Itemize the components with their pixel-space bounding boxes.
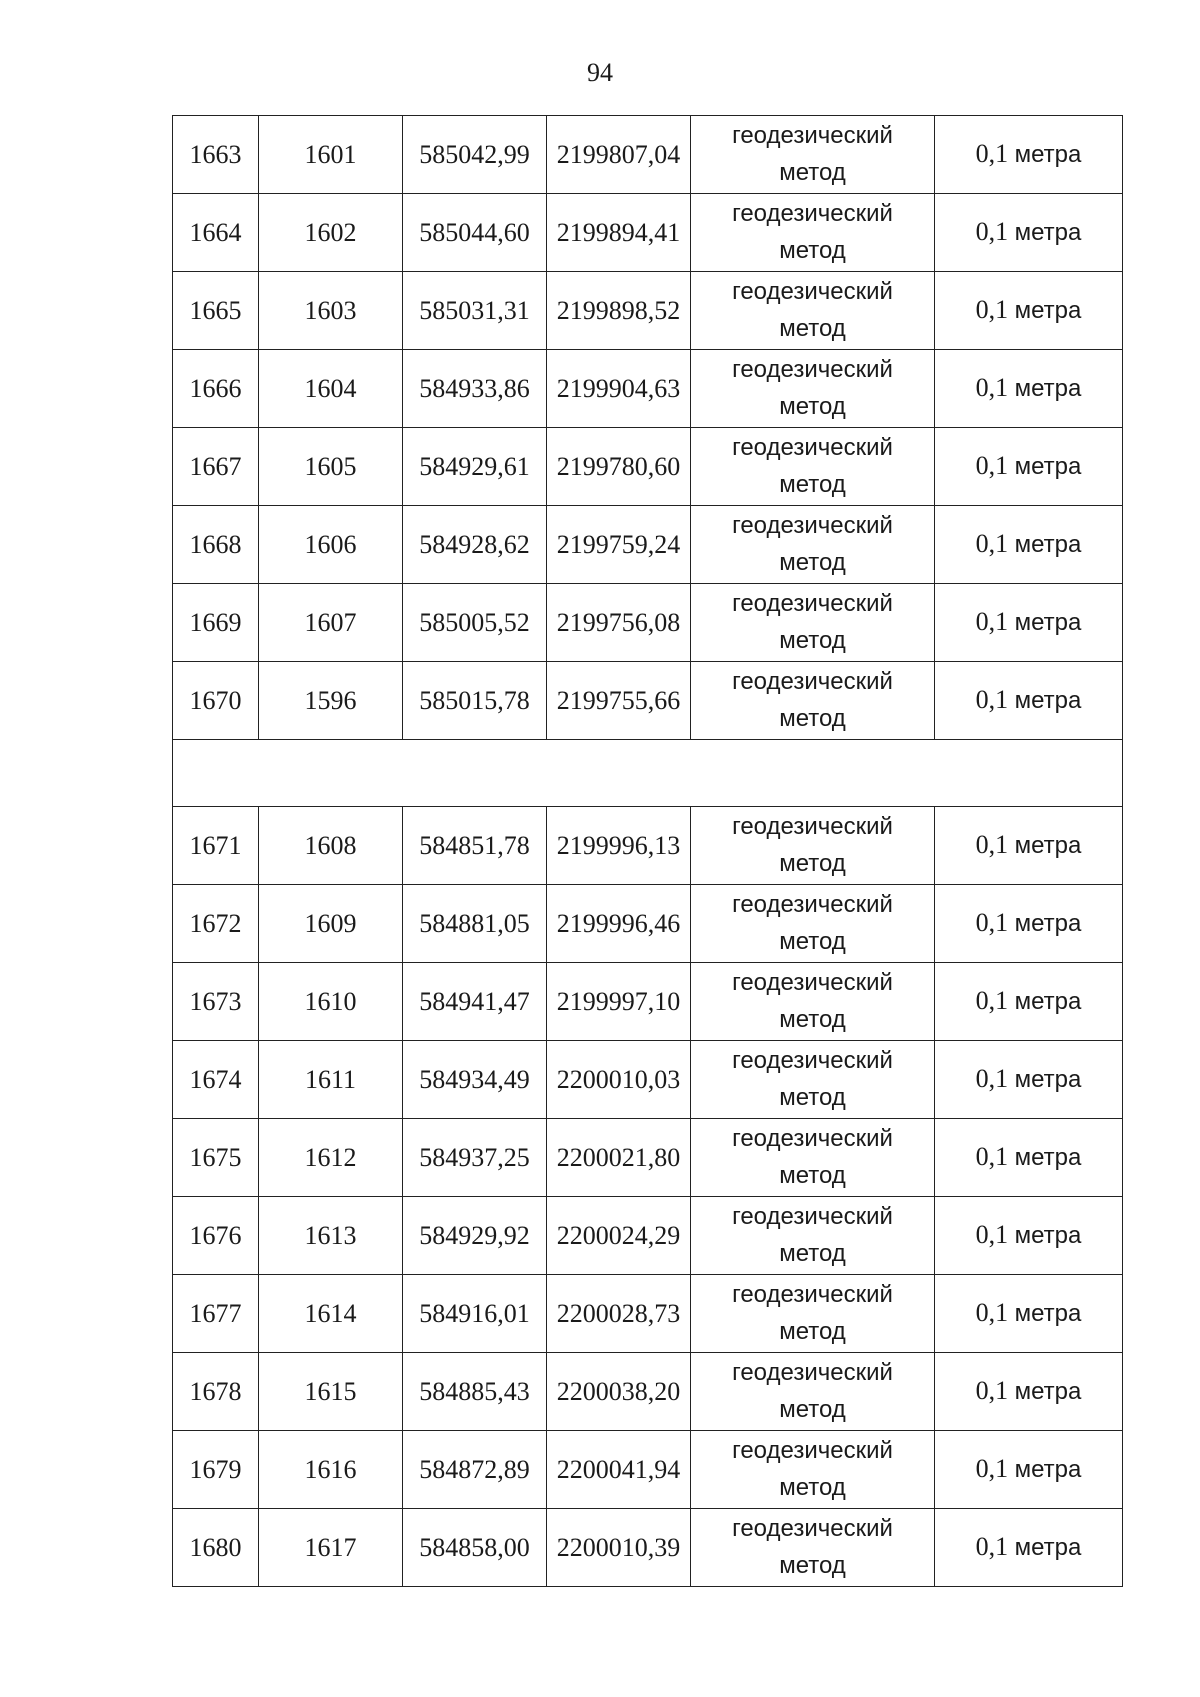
accuracy-cell (935, 1119, 1123, 1197)
method-line-2: метод (779, 927, 846, 955)
accuracy-cell (935, 1353, 1123, 1431)
accuracy-value: 0,1 (975, 373, 1009, 402)
point-number-cell: 1602 (259, 194, 403, 272)
method-line-2: метод (779, 1395, 846, 1423)
row-number-cell: 1680 (173, 1509, 259, 1587)
x-coordinate-cell: 585042,99 (403, 116, 547, 194)
method-line-2: метод (779, 470, 846, 498)
method-cell (691, 506, 935, 584)
point-number-cell: 1607 (259, 584, 403, 662)
accuracy-value: 0,1 (975, 217, 1009, 246)
accuracy-value: 0,1 (975, 295, 1009, 324)
x-coordinate-cell: 584934,49 (403, 1041, 547, 1119)
y-coordinate-cell: 2199904,63 (547, 350, 691, 428)
accuracy-unit: метра (1014, 832, 1082, 859)
x-coordinate-cell: 585031,31 (403, 272, 547, 350)
coordinates-table (172, 115, 1123, 1587)
method-line-2: метод (779, 1239, 846, 1267)
method-line-2: метод (779, 314, 846, 342)
row-number-cell: 1666 (173, 350, 259, 428)
accuracy-unit: метра (1014, 1066, 1082, 1093)
x-coordinate-cell: 584937,25 (403, 1119, 547, 1197)
accuracy-value: 0,1 (975, 1220, 1009, 1249)
y-coordinate-cell: 2200010,03 (547, 1041, 691, 1119)
accuracy-unit: метра (1014, 375, 1082, 402)
y-coordinate-cell: 2199996,13 (547, 807, 691, 885)
table-row (173, 1509, 1123, 1587)
accuracy-unit: метра (1014, 988, 1082, 1015)
x-coordinate-cell: 585015,78 (403, 662, 547, 740)
method-line-2: метод (779, 626, 846, 654)
accuracy-cell (935, 350, 1123, 428)
y-coordinate-cell: 2200041,94 (547, 1431, 691, 1509)
point-number-cell: 1610 (259, 963, 403, 1041)
accuracy-cell (935, 428, 1123, 506)
point-number-cell: 1601 (259, 116, 403, 194)
accuracy-cell (935, 963, 1123, 1041)
empty-row (173, 740, 1123, 807)
accuracy-cell (935, 807, 1123, 885)
x-coordinate-cell: 584933,86 (403, 350, 547, 428)
method-line-1: геодезический (732, 1358, 893, 1386)
y-coordinate-cell: 2200010,39 (547, 1509, 691, 1587)
accuracy-cell (935, 272, 1123, 350)
row-number-cell: 1673 (173, 963, 259, 1041)
table-row (173, 584, 1123, 662)
table-row (173, 1275, 1123, 1353)
row-number-cell: 1679 (173, 1431, 259, 1509)
y-coordinate-cell: 2200028,73 (547, 1275, 691, 1353)
accuracy-cell (935, 1509, 1123, 1587)
y-coordinate-cell: 2199780,60 (547, 428, 691, 506)
point-number-cell: 1612 (259, 1119, 403, 1197)
method-line-2: метод (779, 1005, 846, 1033)
method-cell (691, 662, 935, 740)
accuracy-cell (935, 1197, 1123, 1275)
x-coordinate-cell: 585005,52 (403, 584, 547, 662)
accuracy-unit: метра (1014, 1222, 1082, 1249)
accuracy-unit: метра (1014, 1534, 1082, 1561)
method-line-2: метод (779, 704, 846, 732)
accuracy-cell (935, 1431, 1123, 1509)
y-coordinate-cell: 2200038,20 (547, 1353, 691, 1431)
accuracy-unit: метра (1014, 1300, 1082, 1327)
y-coordinate-cell: 2199996,46 (547, 885, 691, 963)
accuracy-value: 0,1 (975, 986, 1009, 1015)
method-cell (691, 807, 935, 885)
x-coordinate-cell: 584881,05 (403, 885, 547, 963)
point-number-cell: 1615 (259, 1353, 403, 1431)
method-line-1: геодезический (732, 1202, 893, 1230)
x-coordinate-cell: 584929,92 (403, 1197, 547, 1275)
table-separator (173, 740, 1123, 807)
accuracy-cell (935, 584, 1123, 662)
page-number: 94 (587, 58, 613, 87)
accuracy-cell (935, 662, 1123, 740)
method-line-1: геодезический (732, 355, 893, 383)
table-row (173, 807, 1123, 885)
accuracy-cell (935, 1041, 1123, 1119)
accuracy-value: 0,1 (975, 1142, 1009, 1171)
method-cell (691, 1431, 935, 1509)
table-row (173, 963, 1123, 1041)
method-line-1: геодезический (732, 1046, 893, 1074)
row-number-cell: 1677 (173, 1275, 259, 1353)
method-line-1: геодезический (732, 433, 893, 461)
table-section-b (173, 807, 1123, 1587)
method-line-2: метод (779, 236, 846, 264)
method-cell (691, 584, 935, 662)
accuracy-value: 0,1 (975, 139, 1009, 168)
row-number-cell: 1674 (173, 1041, 259, 1119)
accuracy-cell (935, 885, 1123, 963)
method-line-2: метод (779, 392, 846, 420)
method-line-1: геодезический (732, 1436, 893, 1464)
method-cell (691, 194, 935, 272)
point-number-cell: 1616 (259, 1431, 403, 1509)
accuracy-cell (935, 506, 1123, 584)
table-row (173, 1197, 1123, 1275)
table-row (173, 885, 1123, 963)
row-number-cell: 1669 (173, 584, 259, 662)
accuracy-cell (935, 116, 1123, 194)
method-cell (691, 1509, 935, 1587)
method-line-2: метод (779, 1161, 846, 1189)
table-row (173, 1431, 1123, 1509)
row-number-cell: 1663 (173, 116, 259, 194)
table-row (173, 272, 1123, 350)
x-coordinate-cell: 584885,43 (403, 1353, 547, 1431)
method-line-2: метод (779, 1551, 846, 1579)
y-coordinate-cell: 2200021,80 (547, 1119, 691, 1197)
point-number-cell: 1613 (259, 1197, 403, 1275)
method-line-2: метод (779, 849, 846, 877)
x-coordinate-cell: 584916,01 (403, 1275, 547, 1353)
row-number-cell: 1678 (173, 1353, 259, 1431)
method-line-1: геодезический (732, 812, 893, 840)
method-line-2: метод (779, 1317, 846, 1345)
accuracy-unit: метра (1014, 219, 1082, 246)
method-cell (691, 1275, 935, 1353)
y-coordinate-cell: 2199898,52 (547, 272, 691, 350)
row-number-cell: 1671 (173, 807, 259, 885)
method-line-1: геодезический (732, 589, 893, 617)
x-coordinate-cell: 584928,62 (403, 506, 547, 584)
x-coordinate-cell: 585044,60 (403, 194, 547, 272)
table-section-a (173, 116, 1123, 740)
method-line-1: геодезический (732, 890, 893, 918)
accuracy-unit: метра (1014, 910, 1082, 937)
accuracy-unit: метра (1014, 453, 1082, 480)
empty-cell (173, 740, 1123, 807)
y-coordinate-cell: 2200024,29 (547, 1197, 691, 1275)
method-cell (691, 350, 935, 428)
point-number-cell: 1608 (259, 807, 403, 885)
accuracy-unit: метра (1014, 609, 1082, 636)
method-line-2: метод (779, 158, 846, 186)
method-cell (691, 428, 935, 506)
point-number-cell: 1605 (259, 428, 403, 506)
table-row (173, 1119, 1123, 1197)
row-number-cell: 1664 (173, 194, 259, 272)
x-coordinate-cell: 584872,89 (403, 1431, 547, 1509)
row-number-cell: 1665 (173, 272, 259, 350)
table-row (173, 428, 1123, 506)
method-cell (691, 116, 935, 194)
method-line-1: геодезический (732, 199, 893, 227)
method-line-2: метод (779, 1473, 846, 1501)
row-number-cell: 1667 (173, 428, 259, 506)
accuracy-unit: метра (1014, 1144, 1082, 1171)
table-row (173, 506, 1123, 584)
accuracy-value: 0,1 (975, 607, 1009, 636)
y-coordinate-cell: 2199755,66 (547, 662, 691, 740)
x-coordinate-cell: 584858,00 (403, 1509, 547, 1587)
point-number-cell: 1614 (259, 1275, 403, 1353)
accuracy-value: 0,1 (975, 908, 1009, 937)
accuracy-value: 0,1 (975, 1064, 1009, 1093)
method-line-1: геодезический (732, 277, 893, 305)
row-number-cell: 1676 (173, 1197, 259, 1275)
method-line-2: метод (779, 1083, 846, 1111)
row-number-cell: 1670 (173, 662, 259, 740)
y-coordinate-cell: 2199997,10 (547, 963, 691, 1041)
accuracy-unit: метра (1014, 1378, 1082, 1405)
method-line-1: геодезический (732, 1280, 893, 1308)
y-coordinate-cell: 2199756,08 (547, 584, 691, 662)
table-row (173, 116, 1123, 194)
accuracy-cell (935, 1275, 1123, 1353)
method-line-1: геодезический (732, 121, 893, 149)
table-row (173, 1353, 1123, 1431)
method-line-1: геодезический (732, 511, 893, 539)
accuracy-unit: метра (1014, 1456, 1082, 1483)
table-row (173, 194, 1123, 272)
method-cell (691, 963, 935, 1041)
point-number-cell: 1606 (259, 506, 403, 584)
row-number-cell: 1668 (173, 506, 259, 584)
accuracy-unit: метра (1014, 531, 1082, 558)
y-coordinate-cell: 2199894,41 (547, 194, 691, 272)
point-number-cell: 1604 (259, 350, 403, 428)
accuracy-value: 0,1 (975, 1376, 1009, 1405)
point-number-cell: 1609 (259, 885, 403, 963)
accuracy-value: 0,1 (975, 529, 1009, 558)
accuracy-value: 0,1 (975, 1532, 1009, 1561)
method-line-1: геодезический (732, 1124, 893, 1152)
accuracy-unit: метра (1014, 687, 1082, 714)
accuracy-value: 0,1 (975, 451, 1009, 480)
method-cell (691, 272, 935, 350)
method-cell (691, 1353, 935, 1431)
point-number-cell: 1617 (259, 1509, 403, 1587)
method-cell (691, 1119, 935, 1197)
method-cell (691, 885, 935, 963)
table-row (173, 350, 1123, 428)
method-line-1: геодезический (732, 1514, 893, 1542)
row-number-cell: 1672 (173, 885, 259, 963)
accuracy-cell (935, 194, 1123, 272)
x-coordinate-cell: 584941,47 (403, 963, 547, 1041)
accuracy-unit: метра (1014, 141, 1082, 168)
point-number-cell: 1603 (259, 272, 403, 350)
method-cell (691, 1041, 935, 1119)
method-line-2: метод (779, 548, 846, 576)
y-coordinate-cell: 2199759,24 (547, 506, 691, 584)
table-row (173, 1041, 1123, 1119)
row-number-cell: 1675 (173, 1119, 259, 1197)
point-number-cell: 1611 (259, 1041, 403, 1119)
x-coordinate-cell: 584851,78 (403, 807, 547, 885)
y-coordinate-cell: 2199807,04 (547, 116, 691, 194)
method-line-1: геодезический (732, 667, 893, 695)
x-coordinate-cell: 584929,61 (403, 428, 547, 506)
accuracy-unit: метра (1014, 297, 1082, 324)
accuracy-value: 0,1 (975, 830, 1009, 859)
point-number-cell: 1596 (259, 662, 403, 740)
method-line-1: геодезический (732, 968, 893, 996)
accuracy-value: 0,1 (975, 1454, 1009, 1483)
accuracy-value: 0,1 (975, 1298, 1009, 1327)
accuracy-value: 0,1 (975, 685, 1009, 714)
method-cell (691, 1197, 935, 1275)
table-row (173, 662, 1123, 740)
